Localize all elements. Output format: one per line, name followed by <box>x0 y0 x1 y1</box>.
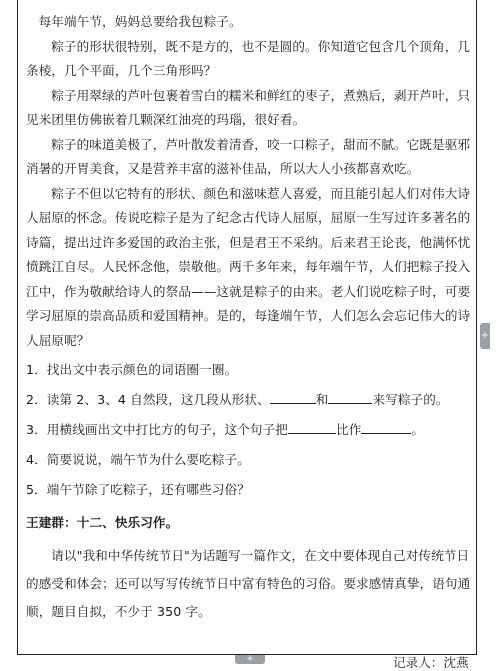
question-3-text-a: 3．用横线画出文中打比方的句子，这个句子把 <box>26 422 288 437</box>
paragraph-4: 粽子的味道美极了，芦叶散发着清香，咬一口粽子，甜而不腻。它既是驱邪消暑的开胃美食，又是营养丰富的滋补佳品，所以大人小孩都喜欢吃。 <box>26 136 471 176</box>
expand-handle-bottom[interactable]: + <box>235 655 265 664</box>
paragraph-5: 粽子不但以它特有的形状、颜色和滋味惹人喜爱，而且能引起人们对伟大诗人屈原的怀念。传说吃粽子是为了纪念古代诗人屈原，屈原一生写过许多著名的诗篇，提出过许多爱国的政治主张，但是君王不采纳。后来君王论丧，他满怀忧愤跳江自尽。人民怀念他，崇敬他。两千多年来，每年端午节，人们把粽子投入江中，作为敬献给诗人的祭品——这就是粽子的由来。老人们说吃粽子时，可要学习屈原的崇高品质和爱国精神。是的，每逢端午节，人们怎么会忘记伟大的诗人屈原呢？ <box>26 185 471 348</box>
question-3 <box>26 419 472 441</box>
section-heading: 王建群：十二、快乐习作。 <box>26 515 179 530</box>
answer-blank[interactable] <box>288 420 336 434</box>
question-3-text-c: 。 <box>411 422 425 437</box>
paragraph-2: 粽子的形状很特别，既不是方的，也不是圆的。你知道它包含几个顶角，几条棱，几个平面，几个三角形吗？ <box>26 38 471 78</box>
paragraph-1: 每年端午节，妈妈总要给我包粽子。 <box>38 14 242 29</box>
answer-blank[interactable] <box>361 420 411 434</box>
question-4: 4．简要说说，端午节为什么要吃粽子。 <box>26 452 250 467</box>
question-2-text-c: 来写粽子的。 <box>372 392 449 407</box>
question-3-text-b: 比作 <box>336 422 362 437</box>
question-2-text-b: 和 <box>315 392 329 407</box>
paragraph-3: 粽子用翠绿的芦叶包裹着雪白的糯米和鲜红的枣子，煮熟后，剥开芦叶，只见米团里仿佛嵌着几颗深红油亮的玛瑙，很好看。 <box>26 87 471 127</box>
question-2 <box>26 389 472 411</box>
question-1: 1．找出文中表示颜色的词语圈一圈。 <box>26 362 238 377</box>
recorder-label: 记录人：沈燕 <box>393 655 469 670</box>
question-5: 5．端午节除了吃粽子，还有哪些习俗？ <box>26 482 250 497</box>
question-2-text-a: 2．读第 2、3、4 自然段，这几段从形状、 <box>26 392 270 407</box>
answer-blank[interactable] <box>328 390 372 404</box>
answer-blank[interactable] <box>270 390 316 404</box>
expand-handle-right[interactable]: + <box>480 323 490 349</box>
essay-prompt: 请以"我和中华传统节日"为话题写一篇作文，在文中要体现自己对传统节日的感受和体会；还可以写写传统节日中富有特色的习俗。要求感情真挚，语句通顺，题目自拟，不少于 350 字。 <box>26 547 471 619</box>
document-content <box>26 10 472 626</box>
